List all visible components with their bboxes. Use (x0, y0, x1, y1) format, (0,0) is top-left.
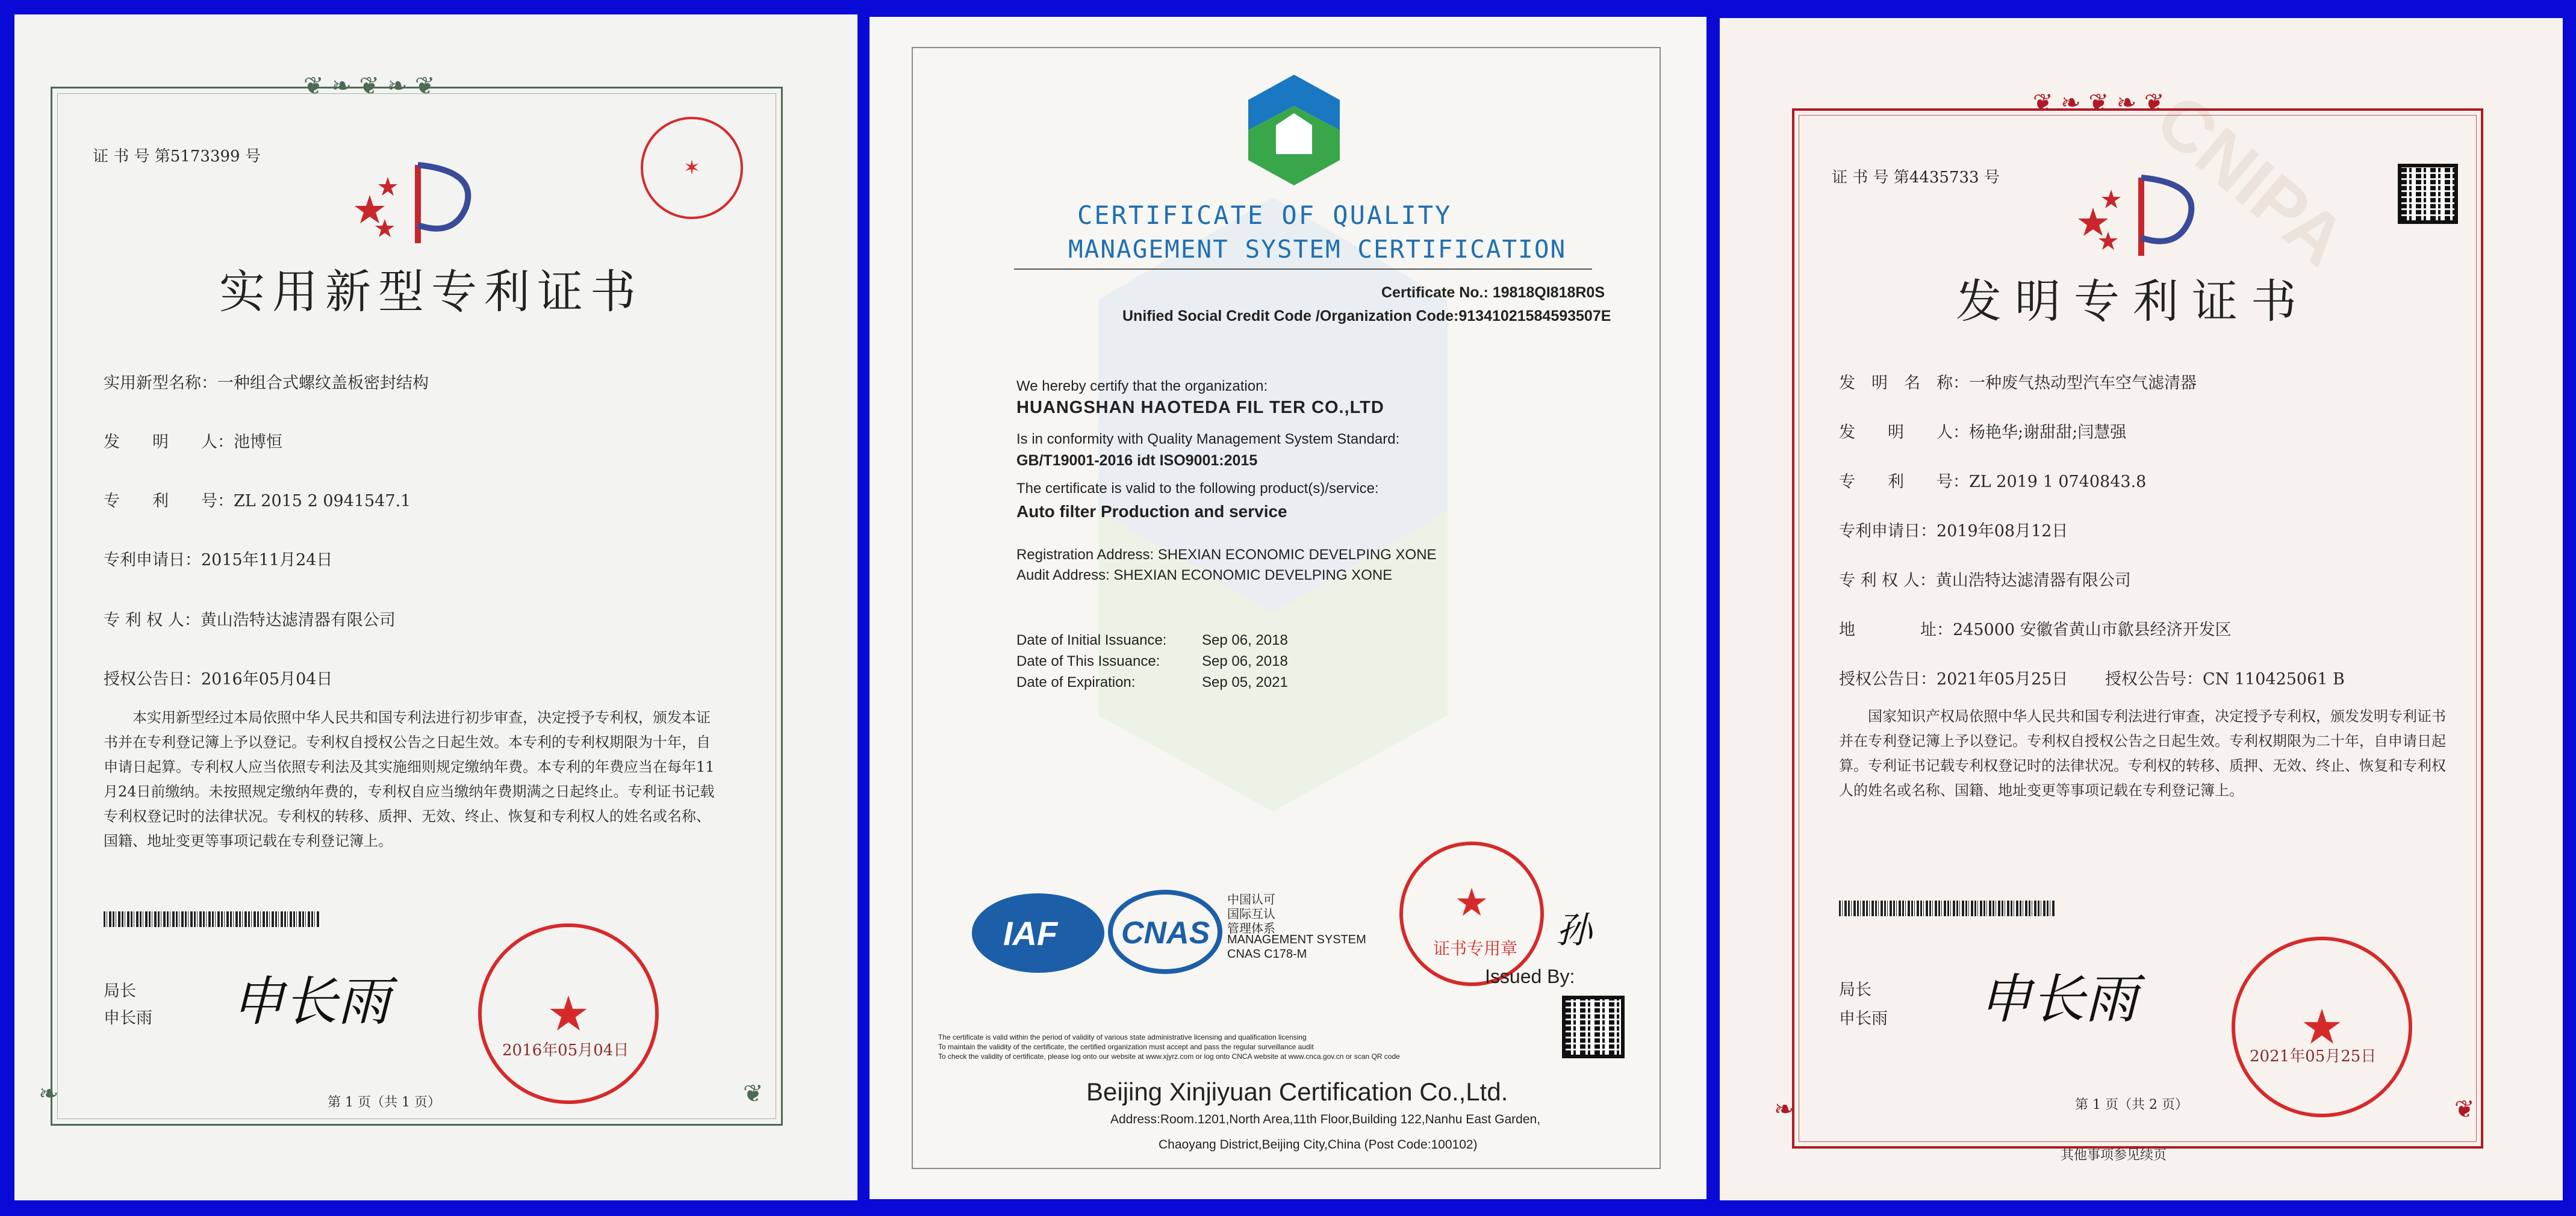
page-number: 第 1 页（共 1 页） (328, 1095, 441, 1110)
qr-code (2398, 164, 2458, 224)
scope: Auto filter Production and service (1016, 502, 1287, 521)
expiration-label: Date of Expiration: (1016, 674, 1136, 690)
utility-model-name: 实用新型名称：一种组合式螺纹盖板密封结构 (104, 374, 429, 392)
issued-by-label: Issued By: (1485, 966, 1575, 987)
watermark: CNIPA (2141, 78, 2361, 282)
patent-office-seal: ★ (478, 923, 659, 1104)
iaf-logo (972, 893, 1104, 973)
iaf-text: IAF (1003, 914, 1058, 952)
utility-model-patent-certificate (14, 14, 857, 1200)
patent-number: 专 利 号：ZL 2015 2 0941547.1 (104, 492, 411, 510)
bottom-left-ornament: ❧ (39, 1080, 59, 1108)
inventor: 发 明 人：杨艳华;谢甜甜;闫慧强 (1839, 423, 2127, 442)
invention-name: 发 明 名 称：一种废气热动型汽车空气滤清器 (1839, 374, 2197, 392)
issuer-logo (1240, 70, 1348, 190)
certificate-number: Certificate No.: 19818QI818R0S (1381, 284, 1605, 301)
expiration-date: Sep 05, 2021 (1202, 674, 1288, 690)
patent-number: 专 利 号：ZL 2019 1 0740843.8 (1839, 473, 2147, 491)
issuer-signature: 孙 (1556, 910, 1592, 952)
this-issuance-label: Date of This Issuance: (1016, 653, 1160, 669)
cnas-en-1: MANAGEMENT SYSTEM (1227, 933, 1366, 946)
certificate-body-text: 本实用新型经过本局依照中华人民共和国专利法进行初步审查，决定授予专利权，颁发本证书并在专利登记簿上予以登记。专利权自授权公告之日起生效。本专利的专利权期限为十年，自申请日起算。专利权人应当依照专利法及其实施细则规定缴纳年费。本专利的年费应当在每年11月24日前缴纳。未按照规定缴纳年费的，专利权自应当缴纳年费期满之日起终止。专利证书记载专利权登记时的法律状况。专利权的转移、质押、无效、终止、恢复和专利权人的姓名或名称、国籍、地址变更等事项记载在专利登记簿上。 (104, 709, 715, 849)
cnas-cn-1: 中国认可 (1227, 892, 1275, 907)
audit-address: Audit Address: SHEXIAN ECONOMIC DEVELPING XONE (1016, 567, 1393, 583)
director-label: 局长 (1839, 981, 1871, 999)
patentee: 专 利 权 人：黄山浩特达滤清器有限公司 (1839, 571, 2131, 590)
grant-number: 授权公告号：CN 110425061 B (2105, 670, 2345, 689)
certificate-title-line2: MANAGEMENT SYSTEM CERTIFICATION (1068, 235, 1567, 264)
fine-print-3: To check the validity of certificate, please log onto our website at www.xjyrz.com or log onto CNCA website at www.cnca.gov.cn or scan QR code (938, 1052, 1400, 1061)
organization-name: HUANGSHAN HAOTEDA FIL TER CO.,LTD (1016, 398, 1384, 417)
certificate-number: 证 书 号 第4435733 号 (1832, 169, 2000, 187)
issuer-address-1: Address:Room.1201,North Area,11th Floor,Building 122,Nanhu East Garden, (1110, 1112, 1541, 1126)
barcode (1839, 901, 2056, 916)
issuer-name: Beijing Xinjiyuan Certification Co.,Ltd. (1086, 1078, 1508, 1106)
page-number: 第 1 页（共 2 页） (2075, 1097, 2188, 1112)
certificate-body-text: 国家知识产权局依照中华人民共和国专利法进行审查，决定授予专利权，颁发发明专利证书并在专利登记簿上予以登记。专利权自授权公告之日起生效。专利权期限为二十年，自申请日起算。专利证书记载专利权登记时的法律状况。专利权的转移、质押、无效、终止、恢复和专利权人的姓名或名称、国籍、地址变更等事项记载在专利登记簿上。 (1839, 708, 2446, 799)
top-ornament: ❦ ❧ ❦ ❧ ❦ (2033, 89, 2165, 117)
cnipa-logo (352, 153, 484, 249)
quality-management-certificate (870, 17, 1706, 1199)
cnas-logo (1108, 890, 1222, 974)
initial-issuance-label: Date of Initial Issuance: (1016, 632, 1167, 648)
bottom-right-ornament: ❦ (743, 1080, 764, 1108)
certificate-title: 实用新型专利证书 (219, 265, 643, 318)
patent-office-seal: ★ (2232, 937, 2412, 1117)
initial-issuance-date: Sep 06, 2018 (1202, 632, 1288, 648)
fine-print-1: The certificate is valid within the period of validity of various state administrative licensing and qualification licensing (938, 1033, 1307, 1041)
top-ornament: ❦ ❧ ❦ ❧ ❦ (303, 72, 435, 100)
registration-address: Registration Address: SHEXIAN ECONOMIC DEVELPING XONE (1016, 547, 1437, 563)
title-divider (1014, 268, 1592, 270)
scope-intro: The certificate is valid to the following product(s)/service: (1016, 480, 1379, 497)
cnas-en-2: CNAS C178-M (1227, 948, 1307, 961)
seal-text: 证书专用章 (1433, 938, 1518, 958)
seal-date: 2016年05月04日 (502, 1041, 629, 1059)
credit-code: Unified Social Credit Code /Organization Code:91341021584593507E (1122, 308, 1611, 324)
filing-date: 专利申请日：2015年11月24日 (104, 551, 333, 569)
certification-seal: ★ 证书专用章 (1399, 842, 1544, 986)
bottom-right-ornament: ❦ (2454, 1096, 2475, 1123)
certificate-title-line1: CERTIFICATE OF QUALITY (1077, 200, 1452, 230)
issuer-address-2: Chaoyang District,Beijing City,China (Post Code:100102) (1159, 1138, 1478, 1152)
patentee: 专 利 权 人：黄山浩特达滤清器有限公司 (104, 611, 396, 630)
inventor: 发 明 人：池博恒 (104, 433, 282, 451)
address: 地 址：245000 安徽省黄山市歙县经济开发区 (1839, 621, 2232, 639)
cnas-cn-3: 管理体系 (1227, 921, 1275, 935)
continuation-note: 其他事项参见续页 (2061, 1148, 2167, 1163)
cnas-text: CNAS (1121, 916, 1210, 951)
director-label: 局长 (104, 982, 136, 1000)
barcode (104, 911, 320, 927)
grant-date: 授权公告日：2016年05月04日 (104, 670, 333, 689)
certificate-number: 证 书 号 第5173399 号 (93, 147, 261, 166)
standard: GB/T19001-2016 idt ISO9001:2015 (1016, 452, 1258, 469)
filing-date: 专利申请日：2019年08月12日 (1839, 522, 2068, 541)
this-issuance-date: Sep 06, 2018 (1202, 653, 1288, 669)
standard-intro: Is in conformity with Quality Management System Standard: (1016, 431, 1400, 447)
bottom-left-ornament: ❧ (1774, 1096, 1794, 1123)
qr-code (1562, 996, 1625, 1058)
director-name: 申长雨 (1839, 1010, 1888, 1028)
grant-date: 授权公告日：2021年05月25日 (1839, 670, 2068, 689)
director-signature: 申长雨 (1979, 968, 2138, 1030)
seal-date: 2021年05月25日 (2250, 1047, 2377, 1066)
director-name: 申长雨 (104, 1009, 152, 1028)
certify-intro: We hereby certify that the organization: (1016, 378, 1268, 394)
director-signature: 申长雨 (231, 970, 391, 1032)
invention-patent-certificate (1720, 18, 2563, 1200)
certificate-title: 发明专利证书 (1956, 275, 2310, 328)
cnas-cn-2: 国际互认 (1227, 907, 1275, 921)
fine-print-2: To maintain the validity of the certificate, the certified organization must accept and pass the regular surveillance audit (938, 1043, 1314, 1051)
cnipa-logo (2075, 166, 2207, 262)
agency-seal: ✶ (641, 117, 743, 219)
